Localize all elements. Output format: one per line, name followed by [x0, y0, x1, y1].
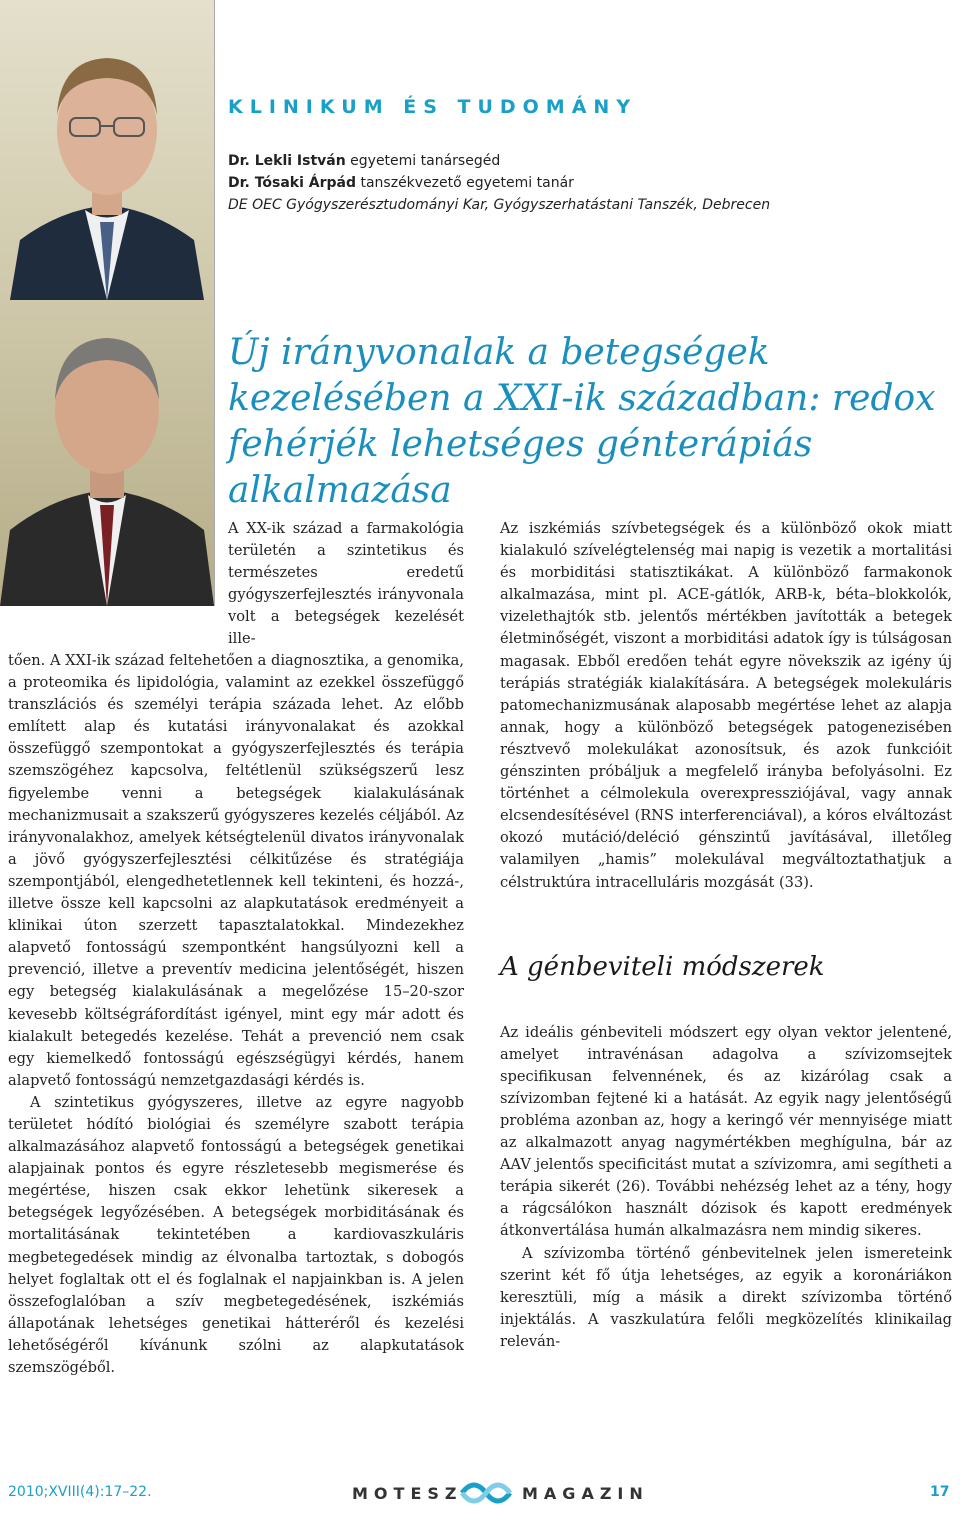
author-role: egyetemi tanársegéd	[345, 153, 501, 169]
body-paragraph: Az iszkémiás szívbetegségek és a különböző okok miatt kialakuló szívelégtelenség mai napig is vezetik a mortalitási és morbiditási statisztikákat. A különböző farmakonok alkalmazása, mint pl. ACE-gátlók, ARB-k, béta–blokkolók, vizelethajtók stb. jelentős mértékben javították a betegek életminőségét, viszont a morbiditási adatok így is túlságosan magasak. Ebből eredően tehát egyre növekszik az igény új terápiás stratégiák kialakítására. A betegségek molekuláris patomechanizmusának alaposabb megértése lehet az alapja annak, hogy a különböző betegségek patogenezisében résztvevő molekulákat azonosítsuk, és azok funkcióit génszinten próbáljuk a megfelelő irányba befolyásolni. Ez történhet a célmolekula overexpressziójával, vagy annak elcsendesítésével (RNS interferenciával), a kóros elváltozást okozó mutáció/deléció génszintű javításával, illetőleg valamilyen „hamis” molekulával megváltoztathatjuk a célstruktúra intracelluláris mozgását (33).	[500, 520, 952, 891]
author-photo-lekli	[0, 0, 214, 300]
left-column	[8, 650, 464, 1379]
affiliation: DE OEC Gyógyszerésztudományi Kar, Gyógyszerhatástani Tanszék, Debrecen	[228, 197, 771, 213]
author-photo-tosaki	[0, 300, 214, 606]
body-paragraph: A szintetikus gyógyszeres, illetve az egyre nagyobb területet hódító biológiai és személyre szabott terápia alkalmazásához alapvető fontosságú a betegségek genetikai alapjainak pontos és egyre részletesebb megismerése és megértése, hiszen csak ekkor lehetünk sikeresek a betegségek legyőzésében. A betegségek morbiditásának és mortalitásának tekintetében a kardiovaszkuláris megbetegedések mindig az élvonalba tartoztak, s dobogós helyet foglaltak ott el és foglalnak el napjainkban is. A jelen összefoglalóban a szív megbetegedésének, iszkémiás állapotának lehetséges genetikai hátteréről és kezelési lehetőségéről kívánunk szólni az alapkutatások szemszögéből.	[8, 1093, 464, 1376]
article-title: Új irányvonalak a betegségek kezelésében a XXI-ik században: redox fehérjék lehetséges génterápiás alkalmazása	[228, 332, 936, 511]
body-paragraph: Az ideális génbeviteli módszert egy olyan vektor jelentené, amelyet intravénásan adagolva a szívizomsejtek specifikusan felvennének, és az kizárólag csak a szívizomban fejtené ki a hatását. Az egyik nagy jelentőségű probléma azonban az, hogy a keringő vér mennyisége miatt az alkalmazott anyag nagymértékben meghígulna, bár az AAV jelentős specificitást mutat a szívizomra, ami segítheti a terápia sikerét (26). További nehézség lehet az a tény, hogy a rágcsálókon használt dózisok és kapott eredmények átkonvertálása humán alkalmazásra nem mindig sikeres.	[500, 1023, 952, 1240]
section-subheading: A génbeviteli módszerek	[500, 951, 825, 982]
body-paragraph: A szívizomba történő génbevitelnek jelen ismereteink szerint két fő útja lehetséges, az egyik a koronáriákon keresztüli, míg a másik a direkt szívizomba történő injektálás. A vaszkulatúra felőli megközelítés klinikailag releván-	[500, 1244, 952, 1350]
page-number: 17	[930, 1484, 950, 1500]
author-name: Dr. Lekli István	[228, 153, 346, 169]
body-paragraph: tően. A XXI-ik század feltehetően a diagnosztika, a genomika, a proteomika és lipidológia, valamint az ezekkel összefüggő transzlációs és személyi terápia százada lehet. Az előbb említett alap és kutatási irányvonalakat és azokkal összefüggő szempontokat a gyógyszerfejlesztés és terápia szemszögéhez kapcsolva, feltétlenül szükségszerű lesz figyelembe venni a betegségek kialakulásának mechanizmusait a szakszerű gyógyszeres kezelés céljából. Az irányvonalakhoz, amelyek kétségtelenül divatos irányvonalak a jövő gyógyszerfejlesztési célkitűzése és stratégiája szempontjából, elengedhetetlennek kell tekinteni, és hozzá-, illetve össze kell kapcsolni az alapkutatások eredményeit a klinikai úton szerzett tapasztalatokkal. Mindezekhez alapvető fontosságú szempontként hangsúlyozni kell a prevenció, illetve a preventív medicina jelentőségét, hiszen egy betegség kialakulásának a megelőzése 15–20-szor kevesebb költségráfordítást igényel, mint egy már adott és kialakult betegedés kezelése. Tehát a prevenció nem csak egy kiemelkedő fontosságú egészségügyi kérdés, hanem alapvető fontosságú nemzetgazdasági kérdés is.	[8, 652, 464, 1089]
footer-brand	[352, 1475, 649, 1511]
footer-citation: 2010;XVIII(4):17–22.	[8, 1484, 152, 1500]
author-photos	[0, 0, 215, 606]
author-block	[228, 150, 948, 216]
author-line-1	[228, 150, 948, 172]
right-column	[500, 518, 952, 1353]
brand-left-text: MOTESZ	[352, 1484, 463, 1503]
section-header: KLINIKUM ÉS TUDOMÁNY	[228, 96, 638, 118]
brand-right-text: MAGAZIN	[522, 1484, 649, 1503]
motesz-logo-icon	[456, 1475, 516, 1511]
author-line-2	[228, 172, 948, 194]
author-role: tanszékvezető egyetemi tanár	[356, 175, 574, 191]
intro-paragraph: A XX-ik század a farmakológia területén a szintetikus és természetes eredetű gyógyszerfejlesztés irányvonala volt a betegségek kezelését ille-	[228, 520, 464, 647]
author-name: Dr. Tósaki Árpád	[228, 175, 357, 191]
